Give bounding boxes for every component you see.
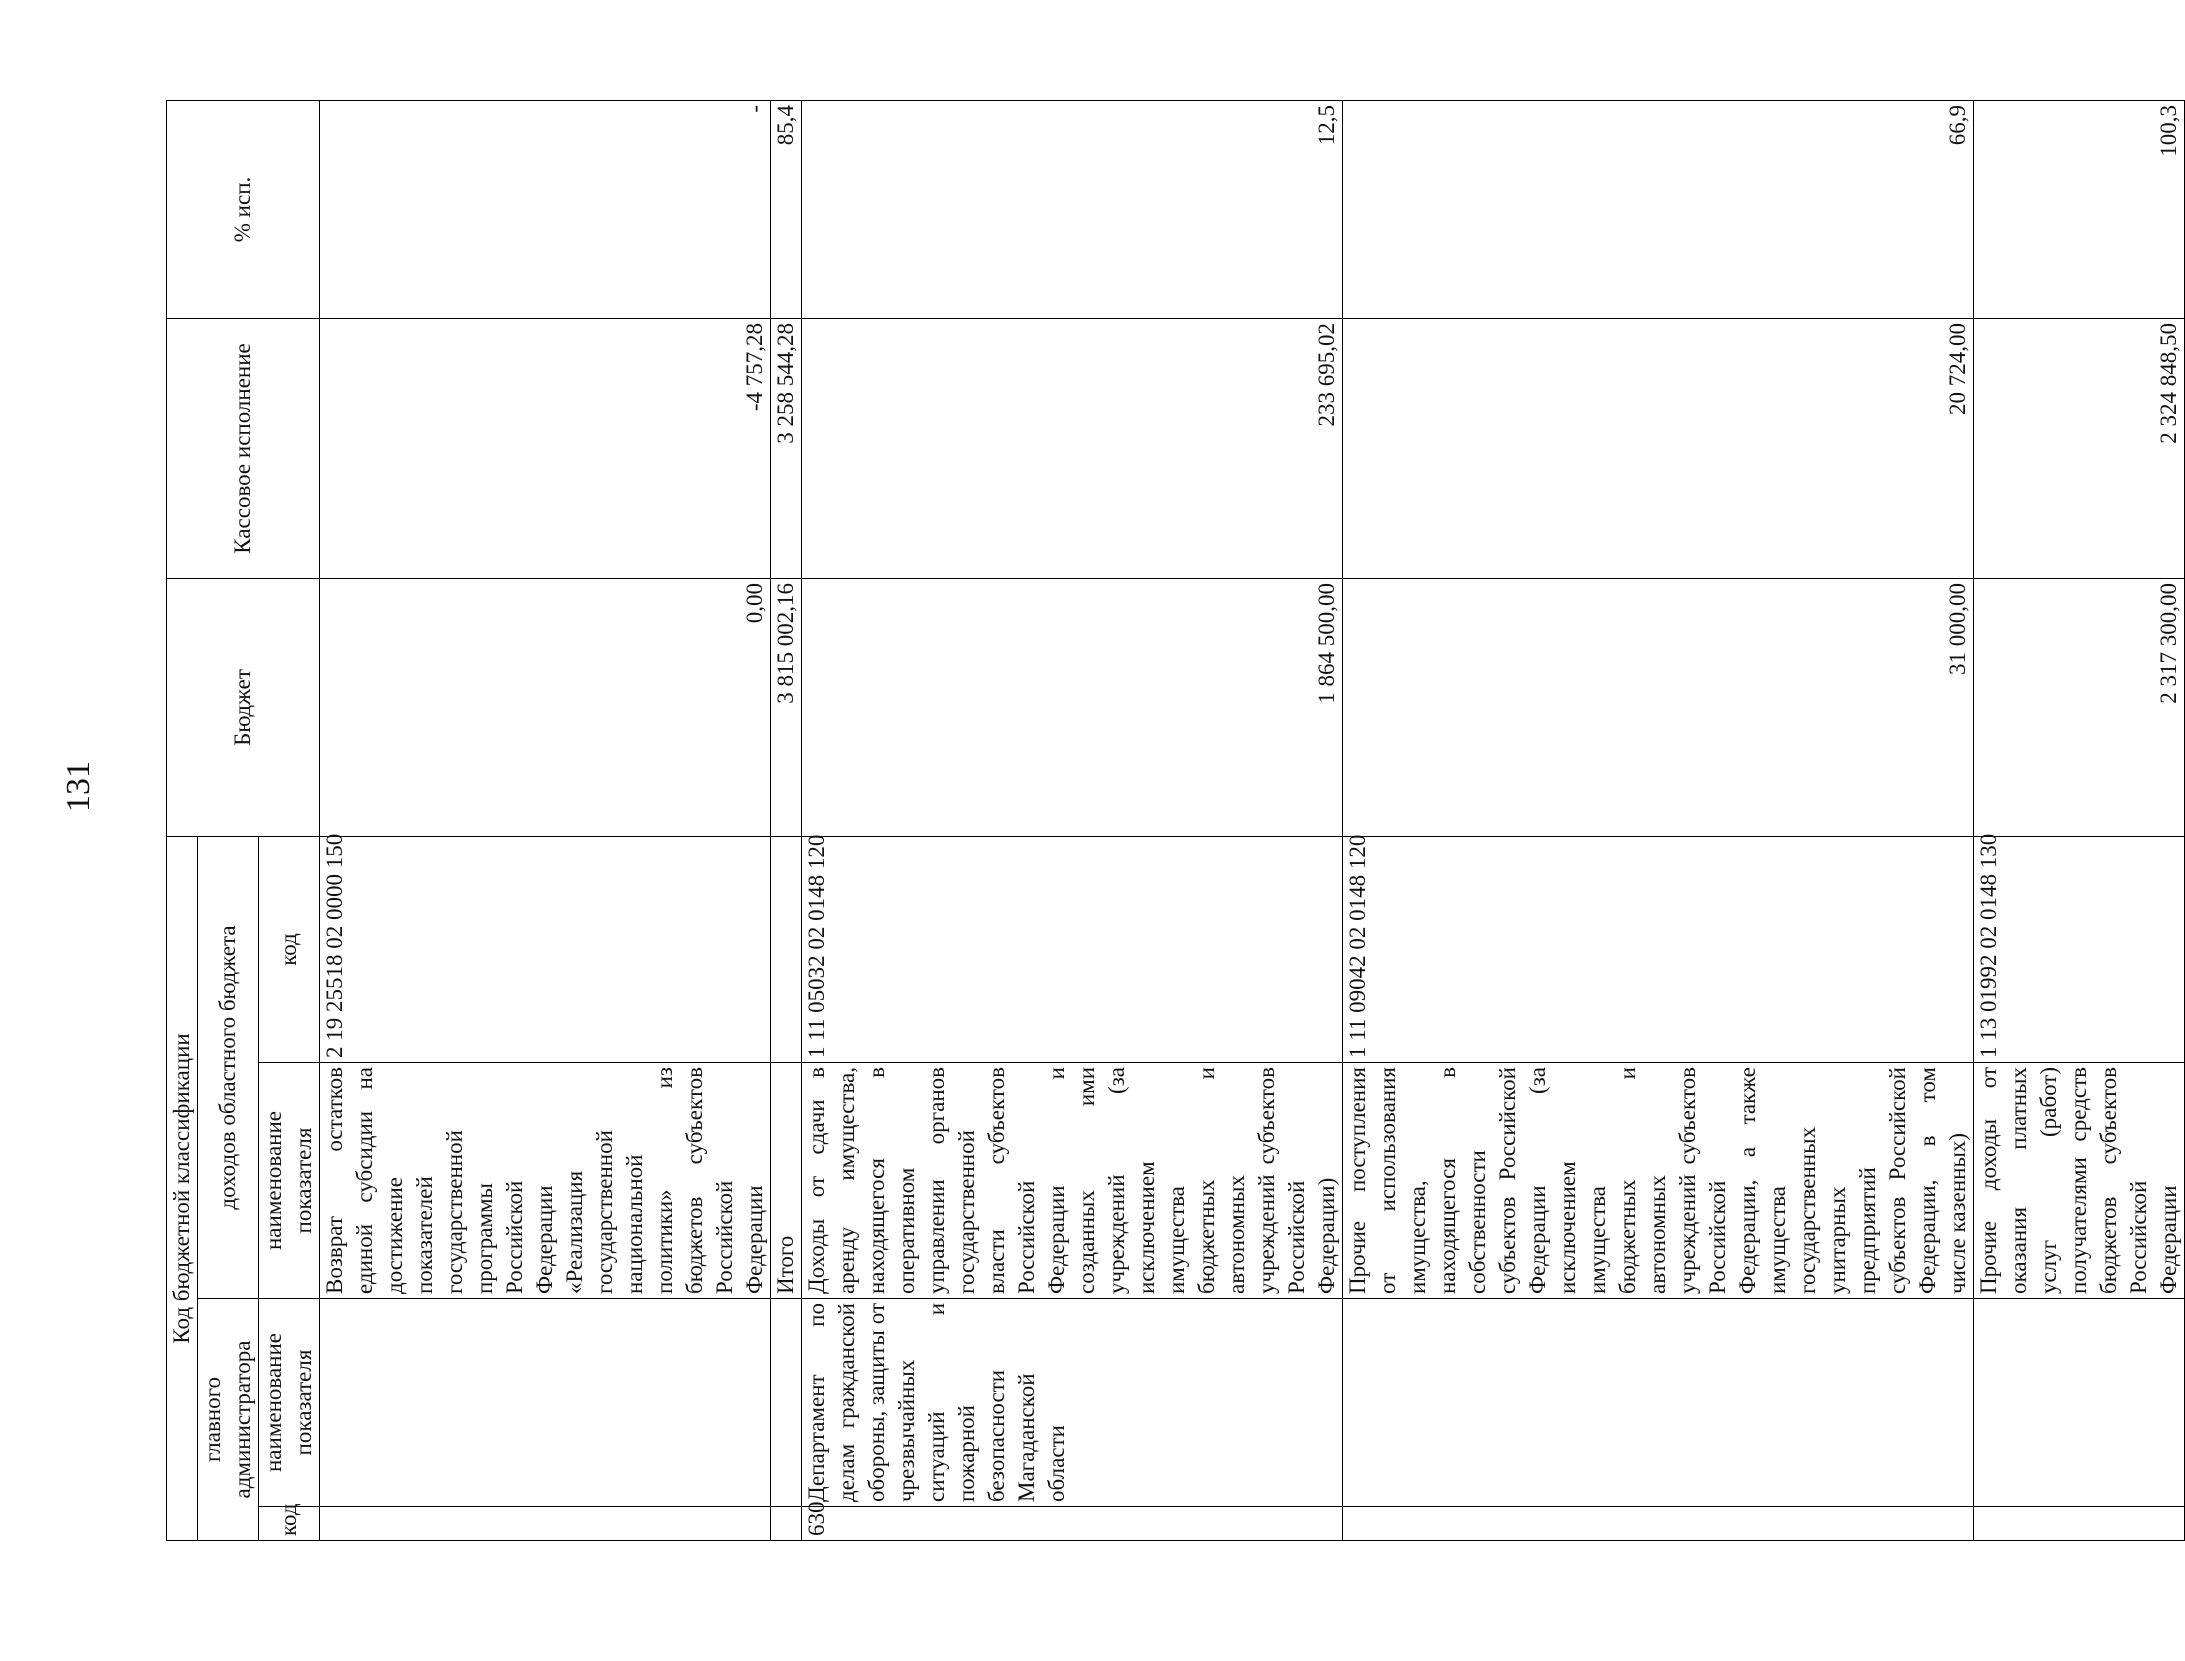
row-income-code: 1 13 01992 02 0148 130 (1974, 836, 2185, 1062)
table-row (1343, 100, 1974, 1540)
row-income-code: 1 11 09042 02 0148 120 (1343, 836, 1974, 1062)
income-code-header: код (259, 836, 320, 1062)
row-admin-name (771, 1299, 802, 1507)
admin-name-header: наименование показателя (259, 1299, 320, 1507)
row-admin-code (1974, 1507, 2185, 1541)
total-execution: 3 258 544,28 (771, 318, 802, 578)
row-budget: 2 317 300,00 (1974, 578, 2185, 836)
table-row (802, 100, 1343, 1540)
income-name-header: наименование показателя (259, 1063, 320, 1299)
row-income-code: 1 11 05032 02 0148 120 (802, 836, 1343, 1062)
admin-group-header: главного администратора (198, 1299, 259, 1541)
row-admin-code (320, 1507, 771, 1541)
row-execution: 2 324 848,50 (1974, 318, 2185, 578)
row-budget: 1 864 500,00 (802, 578, 1343, 836)
row-percent: 12,5 (802, 100, 1343, 318)
row-budget: 0,00 (320, 578, 771, 836)
row-execution: 20 724,00 (1343, 318, 1974, 578)
row-execution: 233 695,02 (802, 318, 1343, 578)
budget-header: Бюджет (167, 578, 320, 836)
row-percent: - (320, 100, 771, 318)
row-income-code (771, 836, 802, 1062)
total-percent: 85,4 (771, 100, 802, 318)
row-admin-code: 630 (802, 1507, 1343, 1541)
rotated-table-container (166, 101, 2181, 1541)
classification-header: Код бюджетной классификации (167, 836, 198, 1540)
table-row (320, 100, 771, 1540)
row-admin-name: Департамент по делам гражданской обороны, защиты от чрезвычайных ситуаций и пожарной безопасности Магаданской области (802, 1299, 1343, 1507)
row-admin-name (1974, 1299, 2185, 1507)
row-income-name: Возврат остатков единой субсидии на достижение показателей государственной программы Российской Федерации «Реализация государственной национальной политики» из бюджетов субъектов Российской Федерации (320, 1063, 771, 1299)
row-income-name: Прочие поступления от использования имущества, находящегося в собственности субъектов Российской Федерации (за исключением имущества бюджетных и автономных учреждений субъектов Российской Федерации, а также имущества государственных унитарных предприятий субъектов Российской Федерации, в том числе казенных) (1343, 1063, 1974, 1299)
total-label: Итого (771, 1063, 802, 1299)
row-budget: 31 000,00 (1343, 578, 1974, 836)
row-admin-code (771, 1507, 802, 1541)
total-row (771, 100, 802, 1540)
income-group-header: доходов областного бюджета (198, 836, 259, 1298)
row-admin-name (320, 1299, 771, 1507)
row-income-name: Прочие доходы от оказания платных услуг (работ) получателями средств бюджетов субъектов Российской Федерации (1974, 1063, 2185, 1299)
row-percent: 100,3 (1974, 100, 2185, 318)
budget-table (166, 100, 2185, 1541)
row-income-name: Доходы от сдачи в аренду имущества, находящегося в оперативном управлении органов государственной власти субъектов Российской Федерации и созданных ими учреждений (за исключением имущества бюджетных и автономных учреждений субъектов Российской Федерации) (802, 1063, 1343, 1299)
admin-code-header: код (259, 1507, 320, 1541)
row-percent: 66,9 (1343, 100, 1974, 318)
execution-header: Кассовое исполнение (167, 318, 320, 578)
row-execution: -4 757,28 (320, 318, 771, 578)
row-income-code: 2 19 25518 02 0000 150 (320, 836, 771, 1062)
header-row-1 (167, 100, 198, 1540)
row-admin-name (1343, 1299, 1974, 1507)
table-row (1974, 100, 2185, 1540)
percent-header: % исп. (167, 100, 320, 318)
row-admin-code (1343, 1507, 1974, 1541)
total-budget: 3 815 002,16 (771, 578, 802, 836)
page-number: 131 (60, 761, 97, 812)
